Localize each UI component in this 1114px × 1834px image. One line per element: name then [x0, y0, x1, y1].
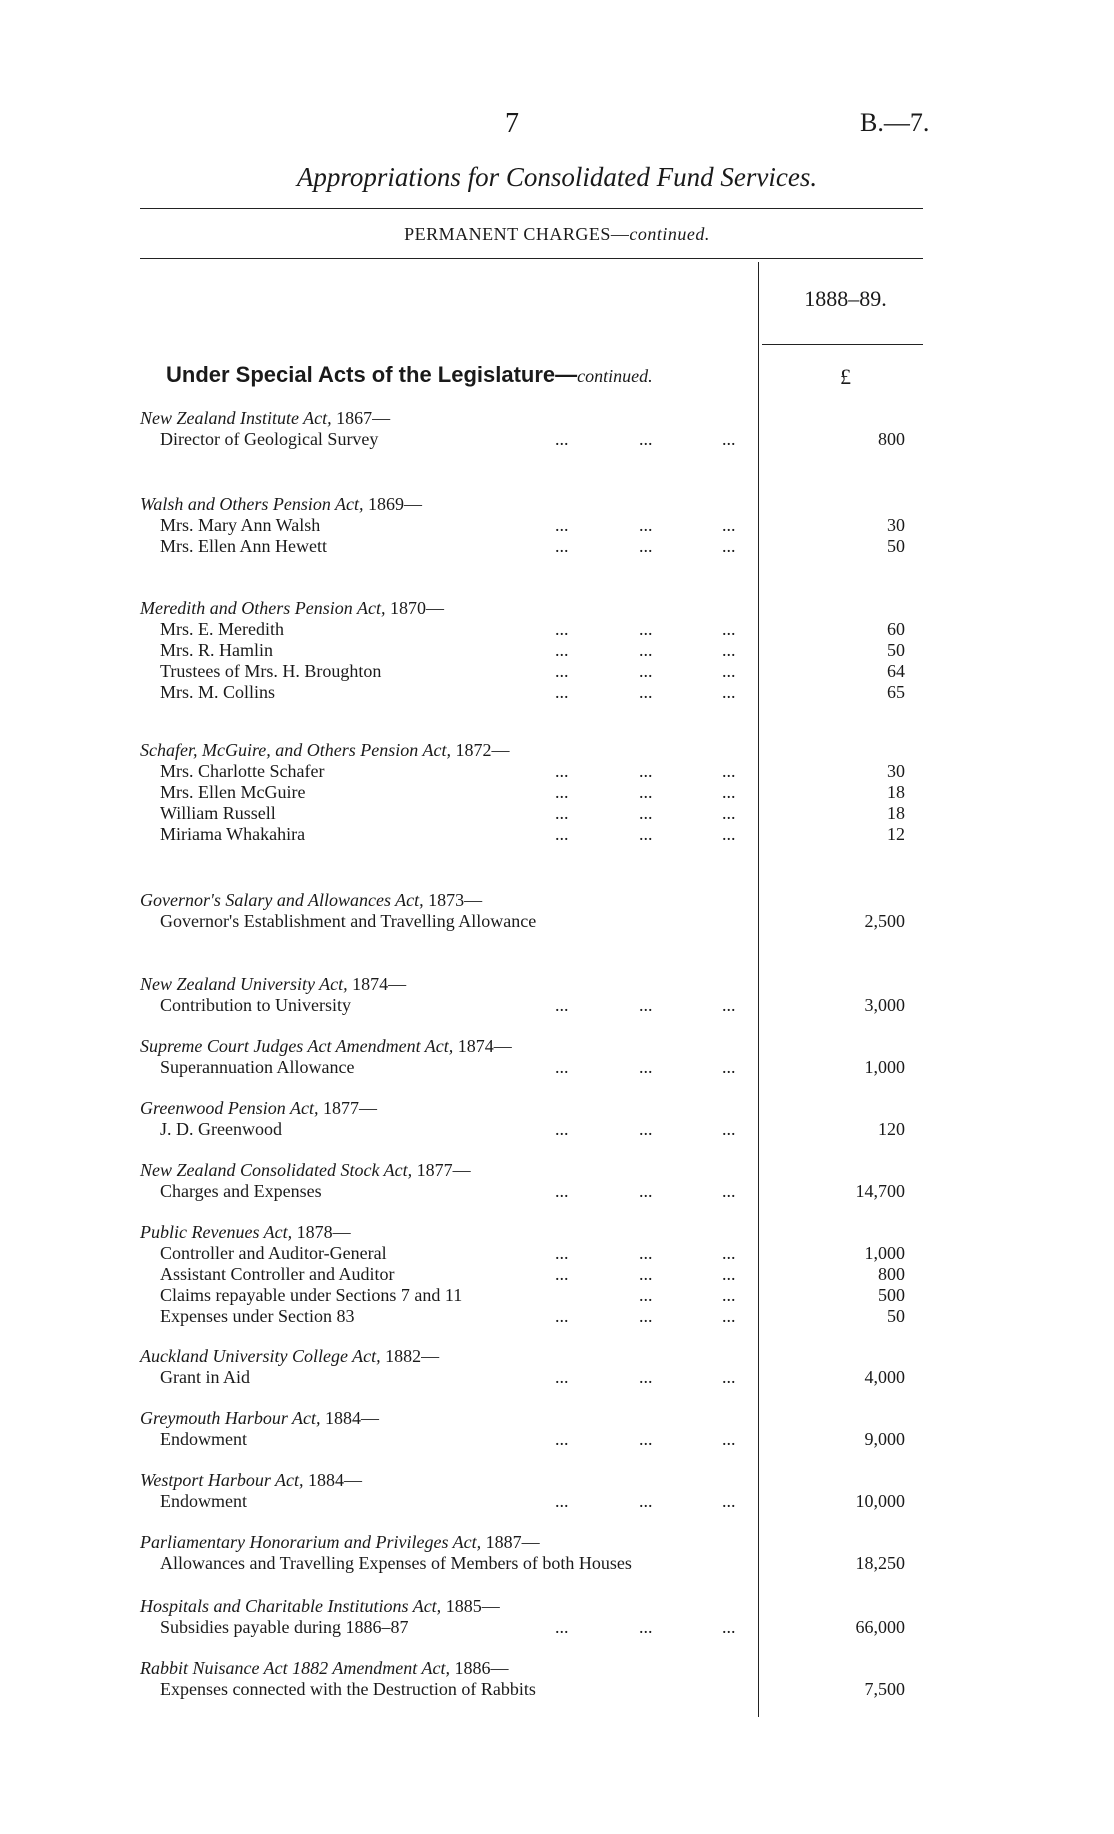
item-label: Contribution to University [160, 995, 351, 1015]
item-label: Allowances and Travelling Expenses of Members of both Houses [160, 1553, 632, 1573]
act-year: 1878— [292, 1222, 351, 1242]
act-title [140, 1222, 351, 1243]
act-year: 1874— [453, 1036, 512, 1056]
rule-below-subtitle [140, 258, 923, 259]
act-name: Meredith and Others Pension Act, [140, 598, 386, 618]
act-year: 1884— [320, 1408, 379, 1428]
act-name: New Zealand Institute Act, [140, 408, 332, 428]
item-label: Claims repayable under Sections 7 and 11 [160, 1285, 463, 1305]
item-label: Miriama Whakahira [160, 824, 306, 844]
item-amount: 9,000 [864, 1429, 905, 1449]
act-year: 1867— [331, 408, 391, 428]
act-name: Schafer, McGuire, and Others Pension Act, [140, 740, 451, 760]
rule-year-header [762, 344, 923, 345]
item-amount: 30 [887, 515, 905, 535]
act-name: Public Revenues Act, [140, 1222, 293, 1242]
subtitle-main: PERMANENT CHARGES— [404, 224, 630, 244]
act-title [140, 598, 444, 619]
item-amount: 30 [887, 761, 905, 781]
act-year: 1869— [363, 494, 422, 514]
act-title [140, 1470, 362, 1491]
item-label: Grant in Aid [160, 1367, 250, 1387]
act-title [140, 890, 482, 911]
item-amount: 7,500 [864, 1679, 905, 1699]
item-label: Expenses connected with the Destruction of Rabbits [160, 1679, 536, 1699]
act-title [140, 1098, 377, 1119]
act-name: Auckland University College Act, [140, 1346, 381, 1366]
item-amount: 1,000 [864, 1243, 905, 1263]
item-amount: 66,000 [855, 1617, 905, 1637]
section-subtitle [0, 224, 1114, 245]
act-name: Governor's Salary and Allowances Act, [140, 890, 424, 910]
item-amount: 60 [887, 619, 905, 639]
item-label: J. D. Greenwood [160, 1119, 282, 1139]
item-amount: 18 [887, 782, 905, 802]
subtitle-continued: continued. [629, 224, 710, 244]
item-label: Mrs. Ellen McGuire [160, 782, 306, 802]
act-year: 1882— [380, 1346, 440, 1366]
item-amount: 50 [887, 536, 905, 556]
act-title [140, 1596, 500, 1617]
item-label: Subsidies payable during 1886–87 [160, 1617, 409, 1637]
act-name: Rabbit Nuisance Act 1882 Amendment Act, [140, 1658, 450, 1678]
item-label: Mrs. E. Meredith [160, 619, 284, 639]
item-label: Charges and Expenses [160, 1181, 322, 1201]
item-amount: 64 [887, 661, 905, 681]
page-title: Appropriations for Consolidated Fund Services. [296, 162, 818, 192]
act-year: 1872— [450, 740, 510, 760]
act-year: 1887— [481, 1532, 540, 1552]
act-title [140, 1658, 508, 1679]
act-year: 1886— [449, 1658, 509, 1678]
item-amount: 12 [887, 824, 905, 844]
item-amount: 50 [887, 1306, 905, 1326]
item-label: Endowment [160, 1491, 247, 1511]
act-year: 1870— [385, 598, 444, 618]
act-name: Supreme Court Judges Act Amendment Act, [140, 1036, 454, 1056]
item-amount: 65 [887, 682, 905, 702]
item-label: Assistant Controller and Auditor [160, 1264, 395, 1284]
act-title [140, 494, 422, 515]
item-label: Mrs. Mary Ann Walsh [160, 515, 321, 535]
act-name: Walsh and Others Pension Act, [140, 494, 364, 514]
act-name: Greenwood Pension Act, [140, 1098, 319, 1118]
column-divider [758, 262, 759, 1717]
item-amount: 18 [887, 803, 905, 823]
act-year: 1874— [347, 974, 407, 994]
act-name: New Zealand Consolidated Stock Act, [140, 1160, 413, 1180]
item-amount: 10,000 [855, 1491, 905, 1511]
act-title [140, 740, 509, 761]
item-label: Mrs. Ellen Ann Hewett [160, 536, 327, 556]
section-heading-continued: continued. [577, 366, 653, 386]
act-title [140, 1532, 540, 1553]
item-label: Expenses under Section 83 [160, 1306, 355, 1326]
item-amount: 500 [878, 1285, 905, 1305]
item-label: Mrs. R. Hamlin [160, 640, 274, 660]
item-label: Director of Geological Survey [160, 429, 379, 449]
item-label: William Russell [160, 803, 276, 823]
section-heading-main: Under Special Acts of the Legislature— [166, 362, 578, 387]
act-title [140, 1036, 512, 1057]
item-label: Trustees of Mrs. H. Broughton [160, 661, 382, 681]
item-amount: 800 [878, 429, 905, 449]
currency-unit: £ [840, 364, 851, 389]
item-amount: 800 [878, 1264, 905, 1284]
year-column-header: 1888–89. [804, 286, 887, 311]
act-year: 1873— [423, 890, 483, 910]
page-number: 7 [505, 108, 519, 139]
item-amount: 18,250 [855, 1553, 905, 1573]
act-name: Westport Harbour Act, [140, 1470, 304, 1490]
item-label: Superannuation Allowance [160, 1057, 355, 1077]
document-reference: B.—7. [860, 108, 930, 137]
item-amount: 14,700 [855, 1181, 905, 1201]
act-name: Parliamentary Honorarium and Privileges Act, [140, 1532, 482, 1552]
act-title [140, 1160, 471, 1181]
item-amount: 4,000 [864, 1367, 905, 1387]
rule-top [140, 208, 923, 209]
item-label: Controller and Auditor-General [160, 1243, 387, 1263]
item-amount: 2,500 [864, 911, 905, 931]
act-name: New Zealand University Act, [140, 974, 348, 994]
item-amount: 3,000 [864, 995, 905, 1015]
item-amount: 120 [878, 1119, 905, 1139]
item-label: Mrs. M. Collins [160, 682, 276, 702]
act-title [140, 1408, 379, 1429]
act-title [140, 1346, 439, 1367]
act-year: 1877— [412, 1160, 471, 1180]
act-name: Hospitals and Charitable Institutions Act, [140, 1596, 442, 1616]
section-heading [166, 362, 653, 388]
item-amount: 1,000 [864, 1057, 905, 1077]
item-label: Governor's Establishment and Travelling Allowance [160, 911, 537, 931]
act-year: 1885— [441, 1596, 500, 1616]
act-year: 1884— [303, 1470, 363, 1490]
act-title [140, 408, 390, 429]
item-label: Mrs. Charlotte Schafer [160, 761, 325, 781]
act-title [140, 974, 406, 995]
item-label: Endowment [160, 1429, 247, 1449]
act-name: Greymouth Harbour Act, [140, 1408, 321, 1428]
item-amount: 50 [887, 640, 905, 660]
act-year: 1877— [318, 1098, 377, 1118]
